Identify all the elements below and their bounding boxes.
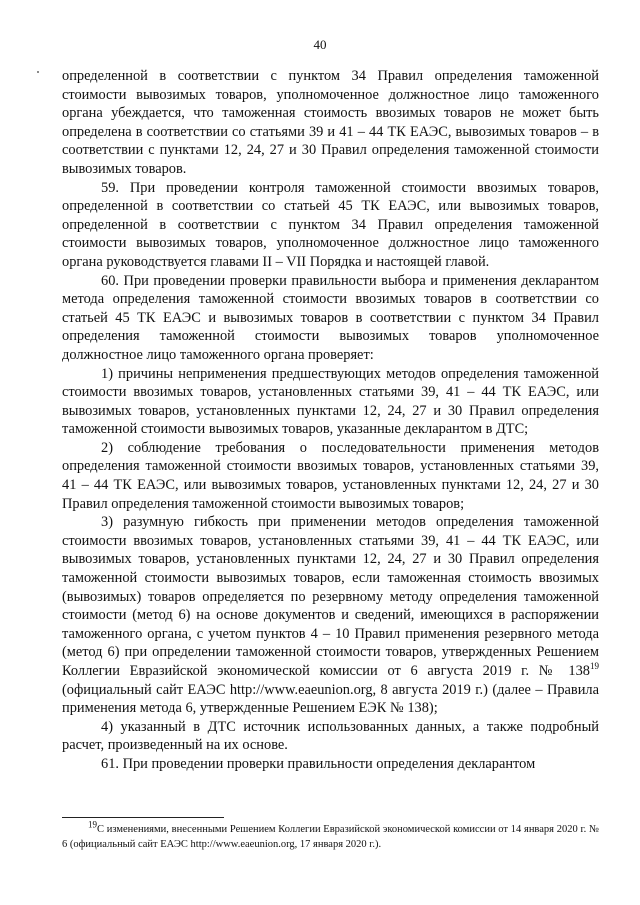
paragraph-59: 59. При проведении контроля таможенной стоимости ввозимых товаров, определенной в соответствии со статьей 45 ТК ЕАЭС, или вывозимых товаров, определенной в соответствии с пунктом 34 Правил определения таможенной стоимости вывозимых товаров, уполномоченное должностное лицо таможенного органа руководствуется главами II – VII Порядка и настоящей главой.	[62, 179, 599, 270]
footnote-marker: 19	[88, 819, 97, 830]
footnote	[62, 819, 599, 852]
footnote-divider	[62, 817, 224, 818]
list-item-2: 2) соблюдение требования о последовательности применения методов определения таможенной стоимости ввозимых товаров, установленных статьями 39, 41 – 44 ТК ЕАЭС, или вывозимых товаров, установленных пунктами 12, 24, 27 и 30 Правил определения таможенной стоимости вывозимых товаров;	[62, 439, 599, 512]
footnote-reference: 19	[590, 661, 599, 672]
page-number: 40	[313, 37, 327, 52]
paragraph-continuation: определенной в соответствии с пунктом 34 Правил определения таможенной стоимости вывозимых товаров, уполномоченное должностное лицо таможенного органа убеждается, что таможенная стоимость ввозимых товаров не может быть определена в соответствии со статьями 39 и 41 – 44 ТК ЕАЭС, вывозимых товаров – в соответствии с пунктами 12, 24, 27 и 30 Правил определения таможенной стоимости вывозимых товаров.	[62, 68, 599, 177]
list-item-1: 1) причины неприменения предшествующих методов определения таможенной стоимости ввозимых товаров, установленных статьями 39, 41 – 44 ТК ЕАЭС, или вывозимых товаров, установленных пунктами 12, 24, 27 и 30 Правил определения таможенной стоимости вывозимых товаров, указанные декларантом в ДТС;	[62, 365, 599, 438]
paragraph-60: 60. При проведении проверки правильности выбора и применения декларантом метода определения таможенной стоимости ввозимых товаров в соответствии со статьей 45 ТК ЕАЭС и вывозимых товаров в соответствии с пунктом 34 Правил определения таможенной стоимости вывозимых товаров уполномоченное должностное лицо таможенного органа проверяет:	[62, 272, 599, 363]
list-item-3-text: 3) разумную гибкость при применении методов определения таможенной стоимости ввозимых товаров, установленных статьями 39, 41 – 44 ТК ЕАЭС, или вывозимых товаров, установленных пунктами 12, 24, 27 и 30 Правил определения таможенной стоимости вывозимых товаров, если таможенная стоимость ввозимых (вывозимых) товаров определяется по резервному методу определения таможенной стоимости (метод 6) на основе документов и сведений, имеющихся в распоряжении таможенного органа, с учетом пунктов 4 – 10 Правил применения резервного метода (метод 6) при определении таможенной стоимости товаров, утвержденных Решением Коллегии Евразийской экономической комиссии от 6 августа 2019 г. № 138	[62, 514, 599, 679]
list-item-3	[62, 513, 599, 718]
paragraph-61: 61. При проведении проверки правильности определения декларантом	[101, 755, 536, 772]
list-item-3-tail: (официальный сайт ЕАЭС http://www.eaeunion.org, 8 августа 2019 г.) (далее – Правила применения метода 6, утвержденные Решением ЕЭК № 138);	[62, 681, 599, 717]
document-body	[62, 67, 599, 774]
footnote-text: С изменениями, внесенными Решением Коллегии Евразийской экономической комиссии от 14 января 2020 г. № 6 (официальный сайт ЕАЭС http://www.eaeunion.org, 17 января 2020 г.).	[62, 824, 599, 850]
scan-speck	[37, 71, 39, 73]
list-item-4: 4) указанный в ДТС источник использованных данных, а также подробный расчет, произведенный на их основе.	[62, 718, 599, 754]
